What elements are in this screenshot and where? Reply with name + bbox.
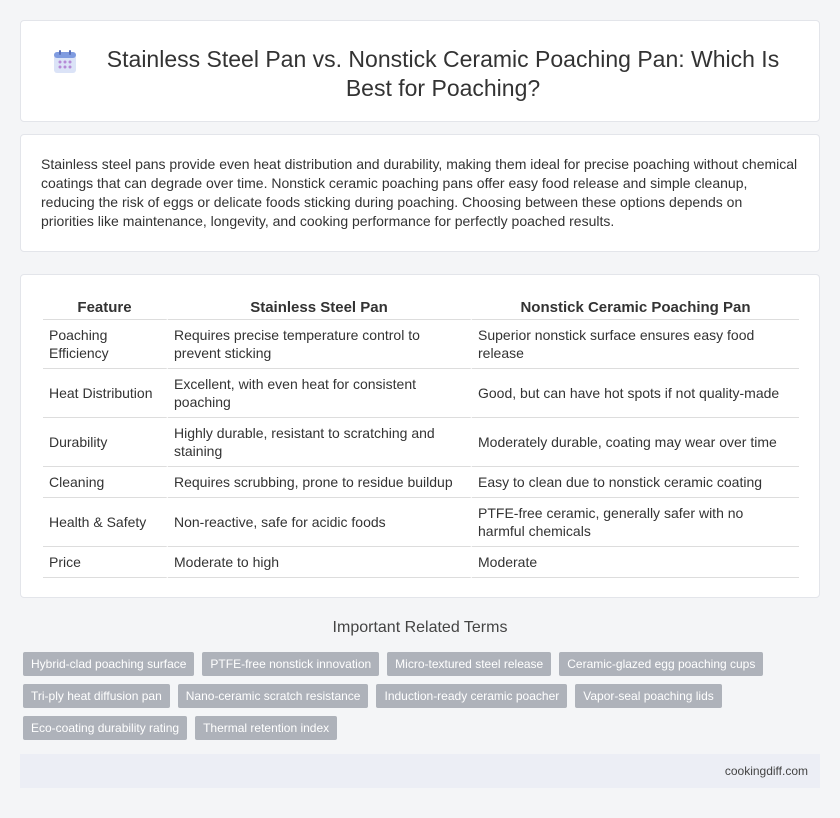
table-cell: Moderate to high [168,547,472,578]
table-cell: Good, but can have hot spots if not quality-made [472,369,799,418]
related-terms-title: Important Related Terms [332,619,508,636]
related-term-tag[interactable]: Ceramic-glazed egg poaching cups [559,652,763,676]
comparison-table [43,293,799,578]
table-cell: Highly durable, resistant to scratching and staining [168,418,472,467]
table-cell: Superior nonstick surface ensures easy food release [472,320,799,369]
related-term-tag[interactable]: Hybrid-clad poaching surface [23,652,194,676]
table-row [43,498,799,547]
table-cell: Easy to clean due to nonstick ceramic coating [472,467,799,498]
header-ceramic: Nonstick Ceramic Poaching Pan [472,293,799,320]
related-term-tag[interactable]: Thermal retention index [195,716,337,740]
table-row [43,369,799,418]
page-title: Stainless Steel Pan vs. Nonstick Ceramic Poaching Pan: Which Is Best for Poaching? [106,46,780,101]
related-term-tag[interactable]: Tri-ply heat diffusion pan [23,684,170,708]
table-cell: Health & Safety [43,498,168,547]
table-row [43,418,799,467]
table-row [43,320,799,369]
table-cell: PTFE-free ceramic, generally safer with no harmful chemicals [472,498,799,547]
table-header-row [43,293,799,320]
table-row [43,467,799,498]
related-term-tag[interactable]: Nano-ceramic scratch resistance [178,684,369,708]
table-cell: Price [43,547,168,578]
related-terms-tags [23,652,823,748]
table-cell: Heat Distribution [43,369,168,418]
related-term-tag[interactable]: Eco-coating durability rating [23,716,187,740]
footer [20,754,820,788]
related-term-tag[interactable]: Micro-textured steel release [387,652,551,676]
table-cell: Requires scrubbing, prone to residue buildup [168,467,472,498]
table-cell: Poaching Efficiency [43,320,168,369]
related-term-tag[interactable]: PTFE-free nonstick innovation [202,652,379,676]
intro-paragraph: Stainless steel pans provide even heat distribution and durability, making them ideal for precise poaching without chemical coatings that can degrade over time. Nonstick ceramic poaching pans offer easy food release and simple cleanup, reducing the risk of eggs or delicate foods sticking during poaching. Choosing between these options depends on priorities like maintenance, longevity, and cooking performance for perfectly poached results. [41,156,798,229]
comparison-table-card [20,274,820,598]
calendar-icon [51,48,79,76]
related-term-tag[interactable]: Vapor-seal poaching lids [575,684,722,708]
table-cell: Cleaning [43,467,168,498]
related-term-tag[interactable]: Induction-ready ceramic poacher [376,684,567,708]
header-stainless: Stainless Steel Pan [168,293,472,320]
table-cell: Excellent, with even heat for consistent poaching [168,369,472,418]
header-feature: Feature [43,293,168,320]
table-cell: Moderately durable, coating may wear over time [472,418,799,467]
table-cell: Moderate [472,547,799,578]
intro-card [20,134,820,252]
table-row [43,547,799,578]
table-cell: Non-reactive, safe for acidic foods [168,498,472,547]
footer-site-link[interactable]: cookingdiff.com [724,764,808,778]
table-cell: Durability [43,418,168,467]
table-cell: Requires precise temperature control to prevent sticking [168,320,472,369]
header-card [20,20,820,122]
